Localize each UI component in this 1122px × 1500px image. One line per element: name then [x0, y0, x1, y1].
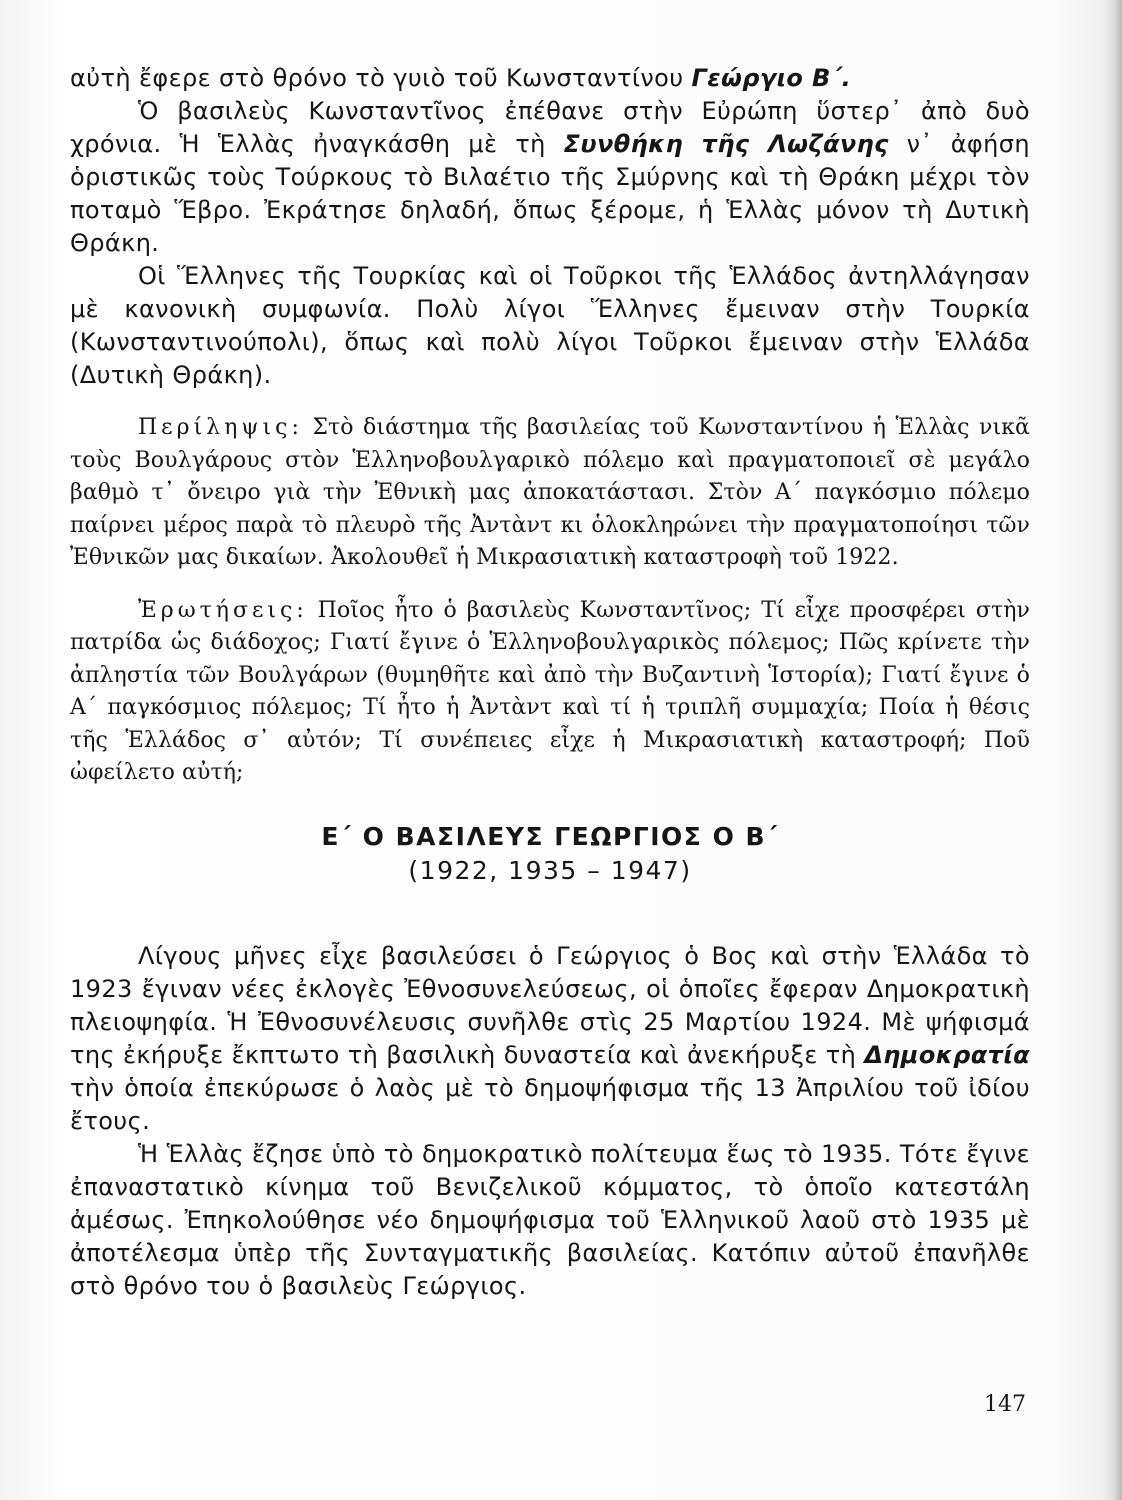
questions-label: Ἐρωτήσεις:	[138, 597, 308, 623]
paragraph-democracy: Λίγους μῆνες εἶχε βασιλεύσει ὁ Γεώργιος ὁ Βος καὶ στὴν Ἑλλάδα τὸ 1923 ἔγιναν νέες ἐκλογὲς Ἐθνοσυνελεύσεως, οἱ ὁποῖες ἔφεραν Δημοκρατικὴ πλειοψηφία. Ἡ Ἐθνοσυνέλευσις συνῆλθε στὶς 25 Μαρτίου 1924. Μὲ ψήφισμά της ἐκήρυξε ἔκπτωτο τὴ βασιλικὴ δυναστεία καὶ ἀνεκήρυξε τὴ Δημοκρατία τὴν ὁποία ἐπεκύρωσε ὁ λαὸς μὲ τὸ δημοψήφισμα τῆς 13 Ἀπριλίου τοῦ ἰδίου ἔτους.	[70, 941, 1030, 1135]
summary-block	[70, 412, 1030, 790]
text-column	[70, 62, 1030, 1303]
section-title: Ε΄ Ο ΒΑΣΙΛΕΥΣ ΓΕΩΡΓΙΟΣ Ο Β΄	[321, 821, 779, 851]
georgios-emphasis: Γεώργιο Β΄.	[691, 64, 852, 92]
summary-label: Περίληψις:	[138, 415, 303, 440]
questions-paragraph	[70, 595, 1030, 790]
democracy-emphasis: Δημοκρατία	[864, 1040, 1030, 1069]
treaty-lausanne: Συνθήκη τῆς Λωζάνης	[563, 130, 889, 158]
paragraph-1935: Ἡ Ἑλλὰς ἔζησε ὑπὸ τὸ δημοκρατικὸ πολίτευμα ἕως τὸ 1935. Τότε ἔγινε ἐπαναστατικὸ κίνημα τοῦ Βενιζελικοῦ κόμματος, τὸ ὁποῖο κατεστάλη ἀμέσως. Ἐπηκολούθησε νέο δημοψήφισμα τοῦ Ἑλληνικοῦ λαοῦ στὸ 1935 μὲ ἀποτέλεσμα ὑπὲρ τῆς Συνταγματικῆς βασιλείας. Κατόπιν αὐτοῦ ἐπανῆλθε στὸ θρόνο του ὁ βασιλεὺς Γεώργιος.	[70, 1139, 1030, 1300]
summary-paragraph	[70, 412, 1030, 575]
paragraph-konstantinos: Ὁ βασιλεὺς Κωνσταντῖνος ἐπέθανε στὴν Εὐρώπη ὕστερ᾽ ἀπὸ δυὸ χρόνια. Ἡ Ἑλλὰς ἠναγκάσθη μὲ τὴ Συνθήκη τῆς Λωζάνης ν᾽ ἀφήση ὁριστικῶς τοὺς Τούρκους τὸ Βιλαέτιο τῆς Σμύρνης καὶ τὴ Θράκη μέχρι τὸν ποταμὸ Ἕβρο. Ἐκράτησε δηλαδή, ὅπως ξέρομε, ἡ Ἑλλὰς μόνον τὴ Δυτικὴ Θράκη.	[70, 97, 1030, 257]
page-number: 147	[984, 1392, 1026, 1417]
page-edge-shadow	[1104, 0, 1122, 1500]
paragraph-population-exchange: Οἱ Ἕλληνες τῆς Τουρκίας καὶ οἱ Τοῦρκοι τῆς Ἑλλάδος ἀντηλλάγησαν μὲ κανονικὴ συμφωνία. Πολὺ λίγοι Ἕλληνες ἔμειναν στὴν Τουρκία (Κωνσταντινούπολι), ὅπως καὶ πολὺ λίγοι Τοῦρκοι ἔμειναν στὴν Ἑλλάδα (Δυτικὴ Θράκη).	[70, 262, 1030, 389]
continuation-line: αὐτὴ ἔφερε στὸ θρόνο τὸ γυιὸ τοῦ Κωνσταντίνου Γεώργιο Β΄.	[70, 64, 852, 92]
section-years: (1922, 1935 – 1947)	[408, 855, 692, 885]
questions-text: Ποῖος ἦτο ὁ βασιλεὺς Κωνσταντῖνος; Τί εἶχε προσφέρει στὴν πατρίδα ὡς διάδοχος; Γιατί ἔγινε ὁ Ἑλληνοβουλγαρικὸς πόλεμος; Πῶς κρίνετε τὴν ἀπληστία τῶν Βουλγάρων (θυμηθῆτε καὶ ἀπὸ τὴν Βυζαντινὴ Ἱστορία); Γιατί ἔγινε ὁ Α΄ παγκόσμιος πόλεμος; Τί ἦτο ἡ Ἀντὰντ καὶ τί ἡ τριπλῆ συμμαχία; Ποία ἡ θέσις τῆς Ἑλλάδος σ᾽ αὐτόν; Τί συνέπειες εἶχε ἡ Μικρασιατικὴ καταστροφή; Ποῦ ὠφείλετο αὐτή;	[70, 597, 1030, 785]
summary-text: Στὸ διάστημα τῆς βασιλείας τοῦ Κωνσταντίνου ἡ Ἑλλὰς νικᾶ τοὺς Βουλγάρους στὸν Ἑλληνοβουλγαρικὸ πόλεμο καὶ πραγματοποιεῖ σὲ μεγάλο βαθμὸ τ᾽ ὄνειρο γιὰ τὴν Ἐθνικὴ μας ἀποκατάστασι. Στὸν Α΄ παγκόσμιο πόλεμο παίρνει μέρος παρὰ τὸ πλευρὸ τῆς Ἀντὰντ κι ὁλοκληρώνει τὴν πραγματοποίησι τῶν Ἐθνικῶν μας δικαίων. Ἀκολουθεῖ ἡ Μικρασιατικὴ καταστροφὴ τοῦ 1922.	[70, 415, 1030, 570]
